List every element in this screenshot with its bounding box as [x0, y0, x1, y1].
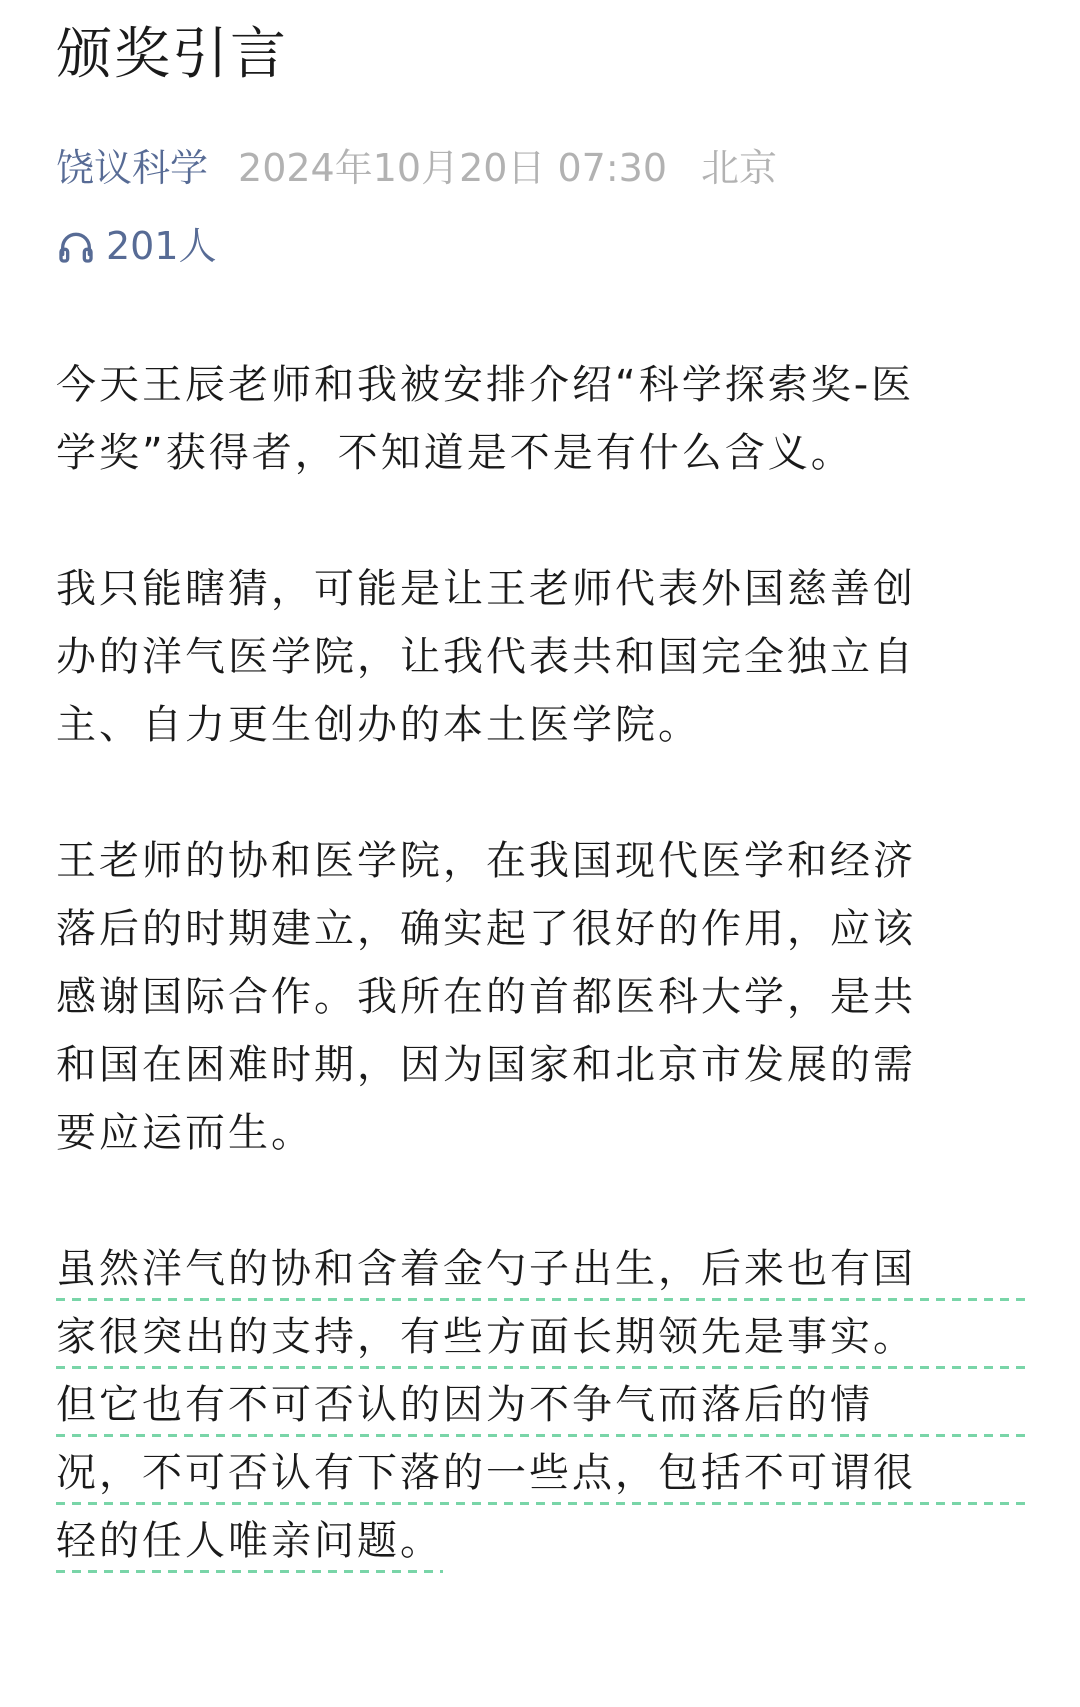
account-name-link[interactable]: 饶议科学 — [56, 146, 209, 190]
paragraph-line: 学奖”获得者，不知道是不是有什么含义。 — [56, 430, 854, 476]
paragraph-line: 落后的时期建立，确实起了很好的作用，应该 — [56, 906, 916, 952]
article-title: 颁奖引言 — [56, 22, 288, 87]
paragraph-line: 感谢国际合作。我所在的首都医科大学，是共 — [56, 974, 916, 1020]
highlighted-line: 虽然洋气的协和含着金勺子出生，后来也有国 — [56, 1235, 1025, 1303]
article-meta — [56, 140, 1025, 196]
paragraph-line: 和国在困难时期，因为国家和北京市发展的需 — [56, 1042, 916, 1088]
listen-count[interactable] — [56, 218, 1025, 274]
paragraph-line: 要应运而生。 — [56, 1110, 314, 1156]
paragraph-3 — [56, 827, 1025, 1167]
headphones-icon — [56, 226, 96, 266]
highlighted-line: 但它也有不可否认的因为不争气而落后的情 — [56, 1371, 1025, 1439]
article-content — [56, 351, 1025, 1575]
paragraph-line: 今天王辰老师和我被安排介绍“科学探索奖-医 — [56, 362, 915, 408]
paragraph-4-highlighted[interactable] — [56, 1235, 1025, 1575]
paragraph-1 — [56, 351, 1025, 487]
publish-location: 北京 — [701, 146, 778, 190]
highlighted-line: 家很突出的支持，有些方面长期领先是事实。 — [56, 1303, 1025, 1371]
publish-date: 2024年10月20日 07:30 — [238, 146, 668, 190]
paragraph-line: 主、自力更生创办的本土医学院。 — [56, 702, 701, 748]
paragraph-line: 王老师的协和医学院，在我国现代医学和经济 — [56, 838, 916, 884]
highlighted-line: 轻的任人唯亲问题。 — [56, 1507, 443, 1575]
highlighted-line: 况，不可否认有下落的一些点，包括不可谓很 — [56, 1439, 1025, 1507]
listen-count-label: 201人 — [106, 224, 217, 268]
paragraph-line: 我只能瞎猜，可能是让王老师代表外国慈善创 — [56, 566, 916, 612]
paragraph-line: 办的洋气医学院，让我代表共和国完全独立自 — [56, 634, 916, 680]
paragraph-2 — [56, 555, 1025, 759]
